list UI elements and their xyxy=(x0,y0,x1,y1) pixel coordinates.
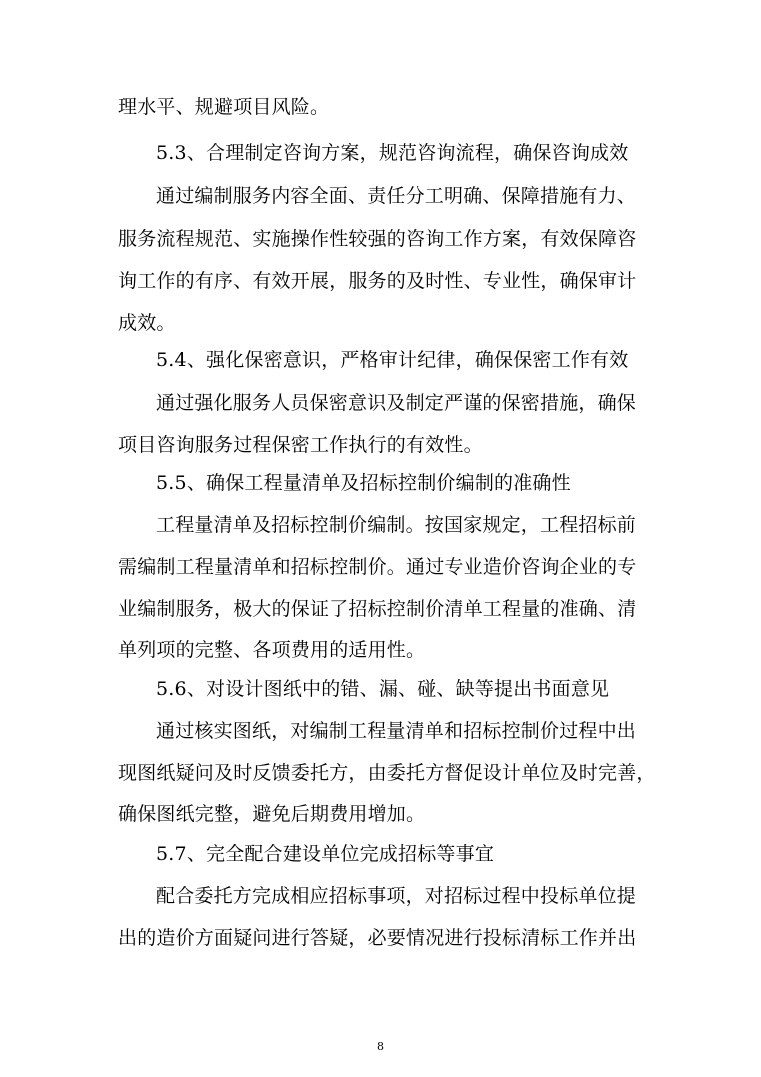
paragraph-line: 询工作的有序、有效开展，服务的及时性、专业性，确保审计 xyxy=(118,270,637,292)
section-heading-5-7: 5.7、完全配合建设单位完成招标等事宜 xyxy=(156,843,495,865)
paragraph-line: 工程量清单及招标控制价编制。按国家规定，工程招标前 xyxy=(156,514,637,536)
paragraph-line: 通过核实图纸，对编制工程量清单和招标控制价过程中出 xyxy=(156,720,637,742)
paragraph-line: 业编制服务，极大的保证了招标控制价清单工程量的准确、清 xyxy=(118,598,637,620)
section-heading-5-6: 5.6、对设计图纸中的错、漏、碰、缺等提出书面意见 xyxy=(156,678,610,700)
section-heading-5-4: 5.4、强化保密意识，严格审计纪律，确保保密工作有效 xyxy=(156,349,629,371)
paragraph-line: 项目咨询服务过程保密工作执行的有效性。 xyxy=(118,434,483,456)
paragraph-line: 出的造价方面疑问进行答疑，必要情况进行投标清标工作并出 xyxy=(118,927,637,949)
paragraph-line: 需编制工程量清单和招标控制价。通过专业造价咨询企业的专 xyxy=(118,556,637,578)
paragraph-line: 成效。 xyxy=(118,312,176,334)
page-number: 8 xyxy=(377,1040,384,1053)
paragraph-line: 配合委托方完成相应招标事项，对招标过程中投标单位提 xyxy=(156,885,637,907)
section-heading-5-3: 5.3、合理制定咨询方案，规范咨询流程，确保咨询成效 xyxy=(156,142,629,164)
paragraph-line: 通过强化服务人员保密意识及制定严谨的保密措施，确保 xyxy=(156,392,637,414)
paragraph-line: 通过编制服务内容全面、责任分工明确、保障措施有力、 xyxy=(156,185,637,207)
paragraph-line: 理水平、规避项目风险。 xyxy=(118,96,330,118)
paragraph-line: 现图纸疑问及时反馈委托方，由委托方督促设计单位及时完善， xyxy=(118,762,656,784)
paragraph-line: 服务流程规范、实施操作性较强的咨询工作方案，有效保障咨 xyxy=(118,228,637,250)
paragraph-line: 确保图纸完整，避免后期费用增加。 xyxy=(118,803,426,825)
section-heading-5-5: 5.5、确保工程量清单及招标控制价编制的准确性 xyxy=(156,472,571,494)
paragraph-line: 单列项的完整、各项费用的适用性。 xyxy=(118,639,426,661)
